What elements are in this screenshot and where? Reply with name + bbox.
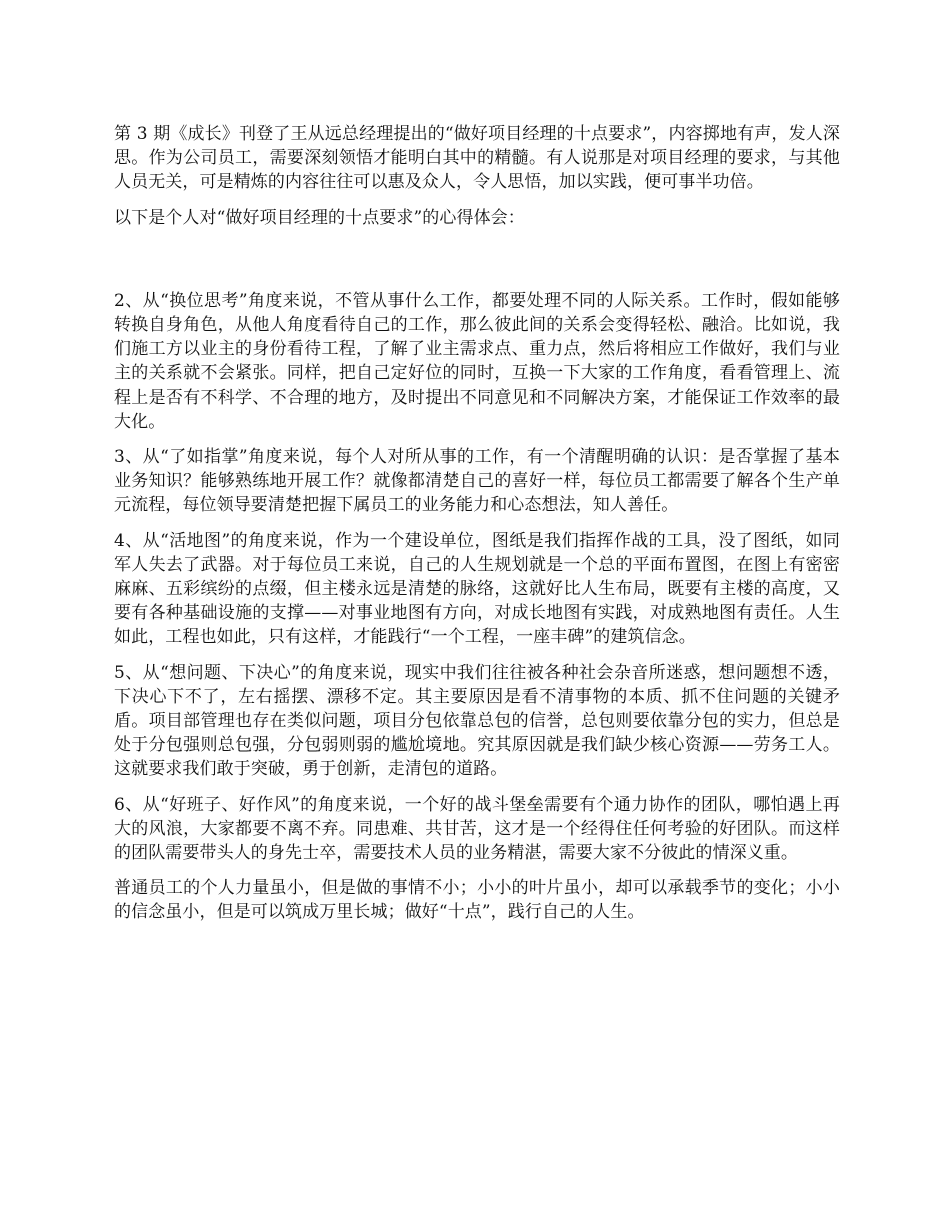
intro-paragraph: 第 3 期《成长》刊登了王从远总经理提出的“做好项目经理的十点要求”，内容掷地有声，发人深思。作为公司员工，需要深刻领悟才能明白其中的精髓。有人说那是对项目经理的要求，与其他人员无关，可是精炼的内容往往可以惠及众人，令人思悟，加以实践，便可事半功倍。: [114, 124, 840, 193]
document-body: [114, 122, 840, 936]
point-5-paragraph: 5、从“想问题、下决心”的角度来说，现实中我们往往被各种社会杂音所迷惑，想问题想不透，下决心下不了，左右摇摆、漂移不定。其主要原因是看不清事物的本质、抓不住问题的关键矛盾。项目部管理也存在类似问题，项目分包依靠总包的信誉，总包则要依靠分包的实力，但总是处于分包强则总包强，分包弱则弱的尴尬境地。究其原因就是我们缺少核心资源——劳务工人。这就要求我们敢于突破，勇于创新，走清包的道路。: [114, 662, 840, 780]
point-2-paragraph: 2、从“换位思考”角度来说，不管从事什么工作，都要处理不同的人际关系。工作时，假如能够转换自身角色，从他人角度看待自己的工作，那么彼此间的关系会变得轻松、融洽。比如说，我们施工方以业主的身份看待工程，了解了业主需求点、重力点，然后将相应工作做好，我们与业主的关系就不会紧张。同样，把自己定好位的同时，互换一下大家的工作角度，看看管理上、流程上是否有不科学、不合理的地方，及时提出不同意见和不同解决方案，才能保证工作效率的最大化。: [114, 290, 840, 432]
closing-paragraph: 普通员工的个人力量虽小，但是做的事情不小；小小的叶片虽小，却可以承载季节的变化；小小的信念虽小，但是可以筑成万里长城；做好“十点”，践行自己的人生。: [114, 878, 840, 923]
point-4-paragraph: 4、从“活地图”的角度来说，作为一个建设单位，图纸是我们指挥作战的工具，没了图纸，如同军人失去了武器。对于每位员工来说，自己的人生规划就是一个总的平面布置图，在图上有密密麻麻、五彩缤纷的点缀，但主楼永远是清楚的脉络，这就好比人生布局，既要有主楼的高度，又要有各种基础设施的支撑——对事业地图有方向，对成长地图有实践，对成熟地图有责任。人生如此，工程也如此，只有这样，才能践行“一个工程，一座丰碑”的建筑信念。: [114, 530, 840, 648]
intro-lead-paragraph: 以下是个人对“做好项目经理的十点要求”的心得体会：: [114, 207, 525, 228]
point-3-paragraph: 3、从“了如指掌”角度来说，每个人对所从事的工作，有一个清醒明确的认识：是否掌握了基本业务知识？能够熟练地开展工作？就像都清楚自己的喜好一样，每位员工都需要了解各个生产单元流程，每位领导要清楚把握下属员工的业务能力和心态想法，知人善任。: [114, 447, 840, 516]
blank-gap: [114, 230, 840, 289]
point-6-paragraph: 6、从“好班子、好作风”的角度来说，一个好的战斗堡垒需要有个通力协作的团队，哪怕遇上再大的风浪，大家都要不离不弃。同患难、共甘苦，这才是一个经得住任何考验的好团队。而这样的团队需要带头人的身先士卒，需要技术人员的业务精湛，需要大家不分彼此的情深义重。: [114, 794, 840, 864]
